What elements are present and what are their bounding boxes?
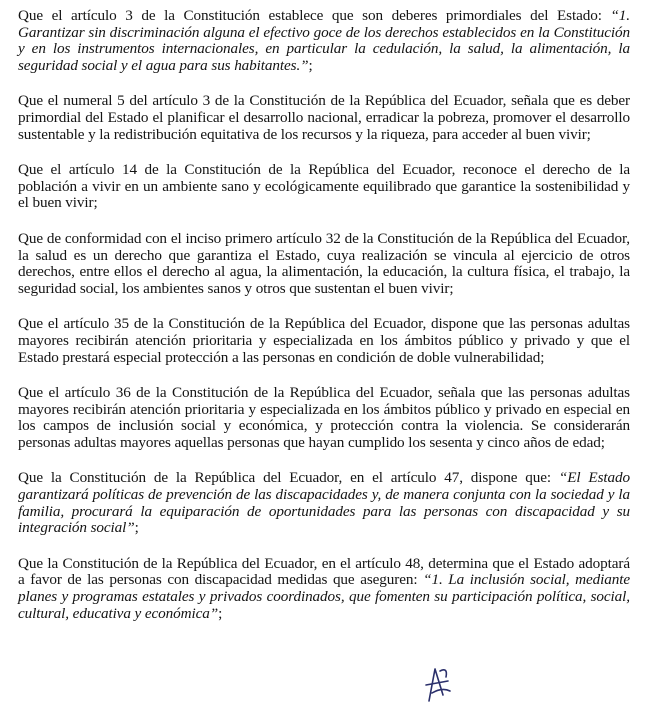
- paragraph-text: Que el artículo 3 de la Constitución establece que son deberes primordiales del Estado:: [18, 7, 611, 24]
- paragraph-2: [18, 93, 630, 143]
- paragraph-quote: “El Estado garantizará políticas de prevención de las discapacidades y, de manera conjunta con la sociedad y la familia, procurará la equiparación de oportunidades para las personas con discapacidad y su integración social”: [18, 469, 630, 537]
- paragraph-3: [18, 162, 630, 212]
- paragraph-text: Que el artículo 36 de la Constitución de la República del Ecuador, señala que las personas adultas mayores recibirán atención prioritaria y especializada en los ámbitos público y privado en especial en los campos de inclusión social y económica, y protección contra la violencia. Se considerarán personas adultas mayores aquellas personas que hayan cumplido los sesenta y cinco años de edad;: [18, 384, 630, 451]
- paragraph-text: Que el numeral 5 del artículo 3 de la Constitución de la República del Ecuador, señala que es deber primordial del Estado el planificar el desarrollo nacional, erradicar la pobreza, promover el desarrollo sustentable y la redistribución equitativa de los recursos y la riqueza, para acceder al buen vivir;: [18, 92, 630, 143]
- paragraph-8: [18, 556, 630, 622]
- paragraph-1: [18, 8, 630, 74]
- paragraph-quote: “1. La inclusión social, mediante planes y programas estatales y privados coordinados, que fomenten su participación política, social, cultural, educativa y económica”: [18, 571, 630, 622]
- handwritten-initials-signature: [420, 665, 456, 703]
- paragraph-6: [18, 385, 630, 451]
- paragraph-text: Que la Constitución de la República del Ecuador, en el artículo 47, dispone que:: [18, 469, 559, 487]
- paragraph-text: ;: [134, 519, 139, 537]
- paragraph-4: [18, 231, 630, 297]
- paragraph-text: ;: [308, 56, 313, 74]
- document-page: [18, 8, 630, 641]
- paragraph-text: Que la Constitución de la República del Ecuador, en el artículo 48, determina que el Estado adoptará a favor de las personas con discapacidad medidas que aseguren:: [18, 554, 630, 589]
- paragraph-text: Que de conformidad con el inciso primero artículo 32 de la Constitución de la República del Ecuador, la salud es un derecho que garantiza el Estado, cuya realización se vincula al ejercicio de otros derechos, entre ellos el derecho al agua, la alimentación, la educación, la cultura física, el trabajo, la seguridad social, los ambientes sanos y otros que sustentan el buen vivir;: [18, 229, 630, 297]
- paragraph-7: [18, 470, 630, 536]
- paragraph-5: [18, 316, 630, 366]
- paragraph-text: Que el artículo 14 de la Constitución de la República del Ecuador, reconoce el derecho de la población a vivir en un ambiente sano y ecológicamente equilibrado que garantice la sostenibilidad y el buen vivir;: [18, 161, 630, 212]
- paragraph-text: Que el artículo 35 de la Constitución de la República del Ecuador, dispone que las personas adultas mayores recibirán atención prioritaria y especializada en los ámbitos público y privado y que el Estado prestará especial protección a las personas en condición de doble vulnerabilidad;: [18, 315, 630, 366]
- paragraph-quote: “1. Garantizar sin discriminación alguna el efectivo goce de los derechos establecidos en la Constitución y en los instrumentos internacionales, en particular la cedulación, la salud, la alimentación, la seguridad social y el agua para sus habitantes.”: [18, 7, 630, 74]
- paragraph-text: ;: [218, 604, 223, 622]
